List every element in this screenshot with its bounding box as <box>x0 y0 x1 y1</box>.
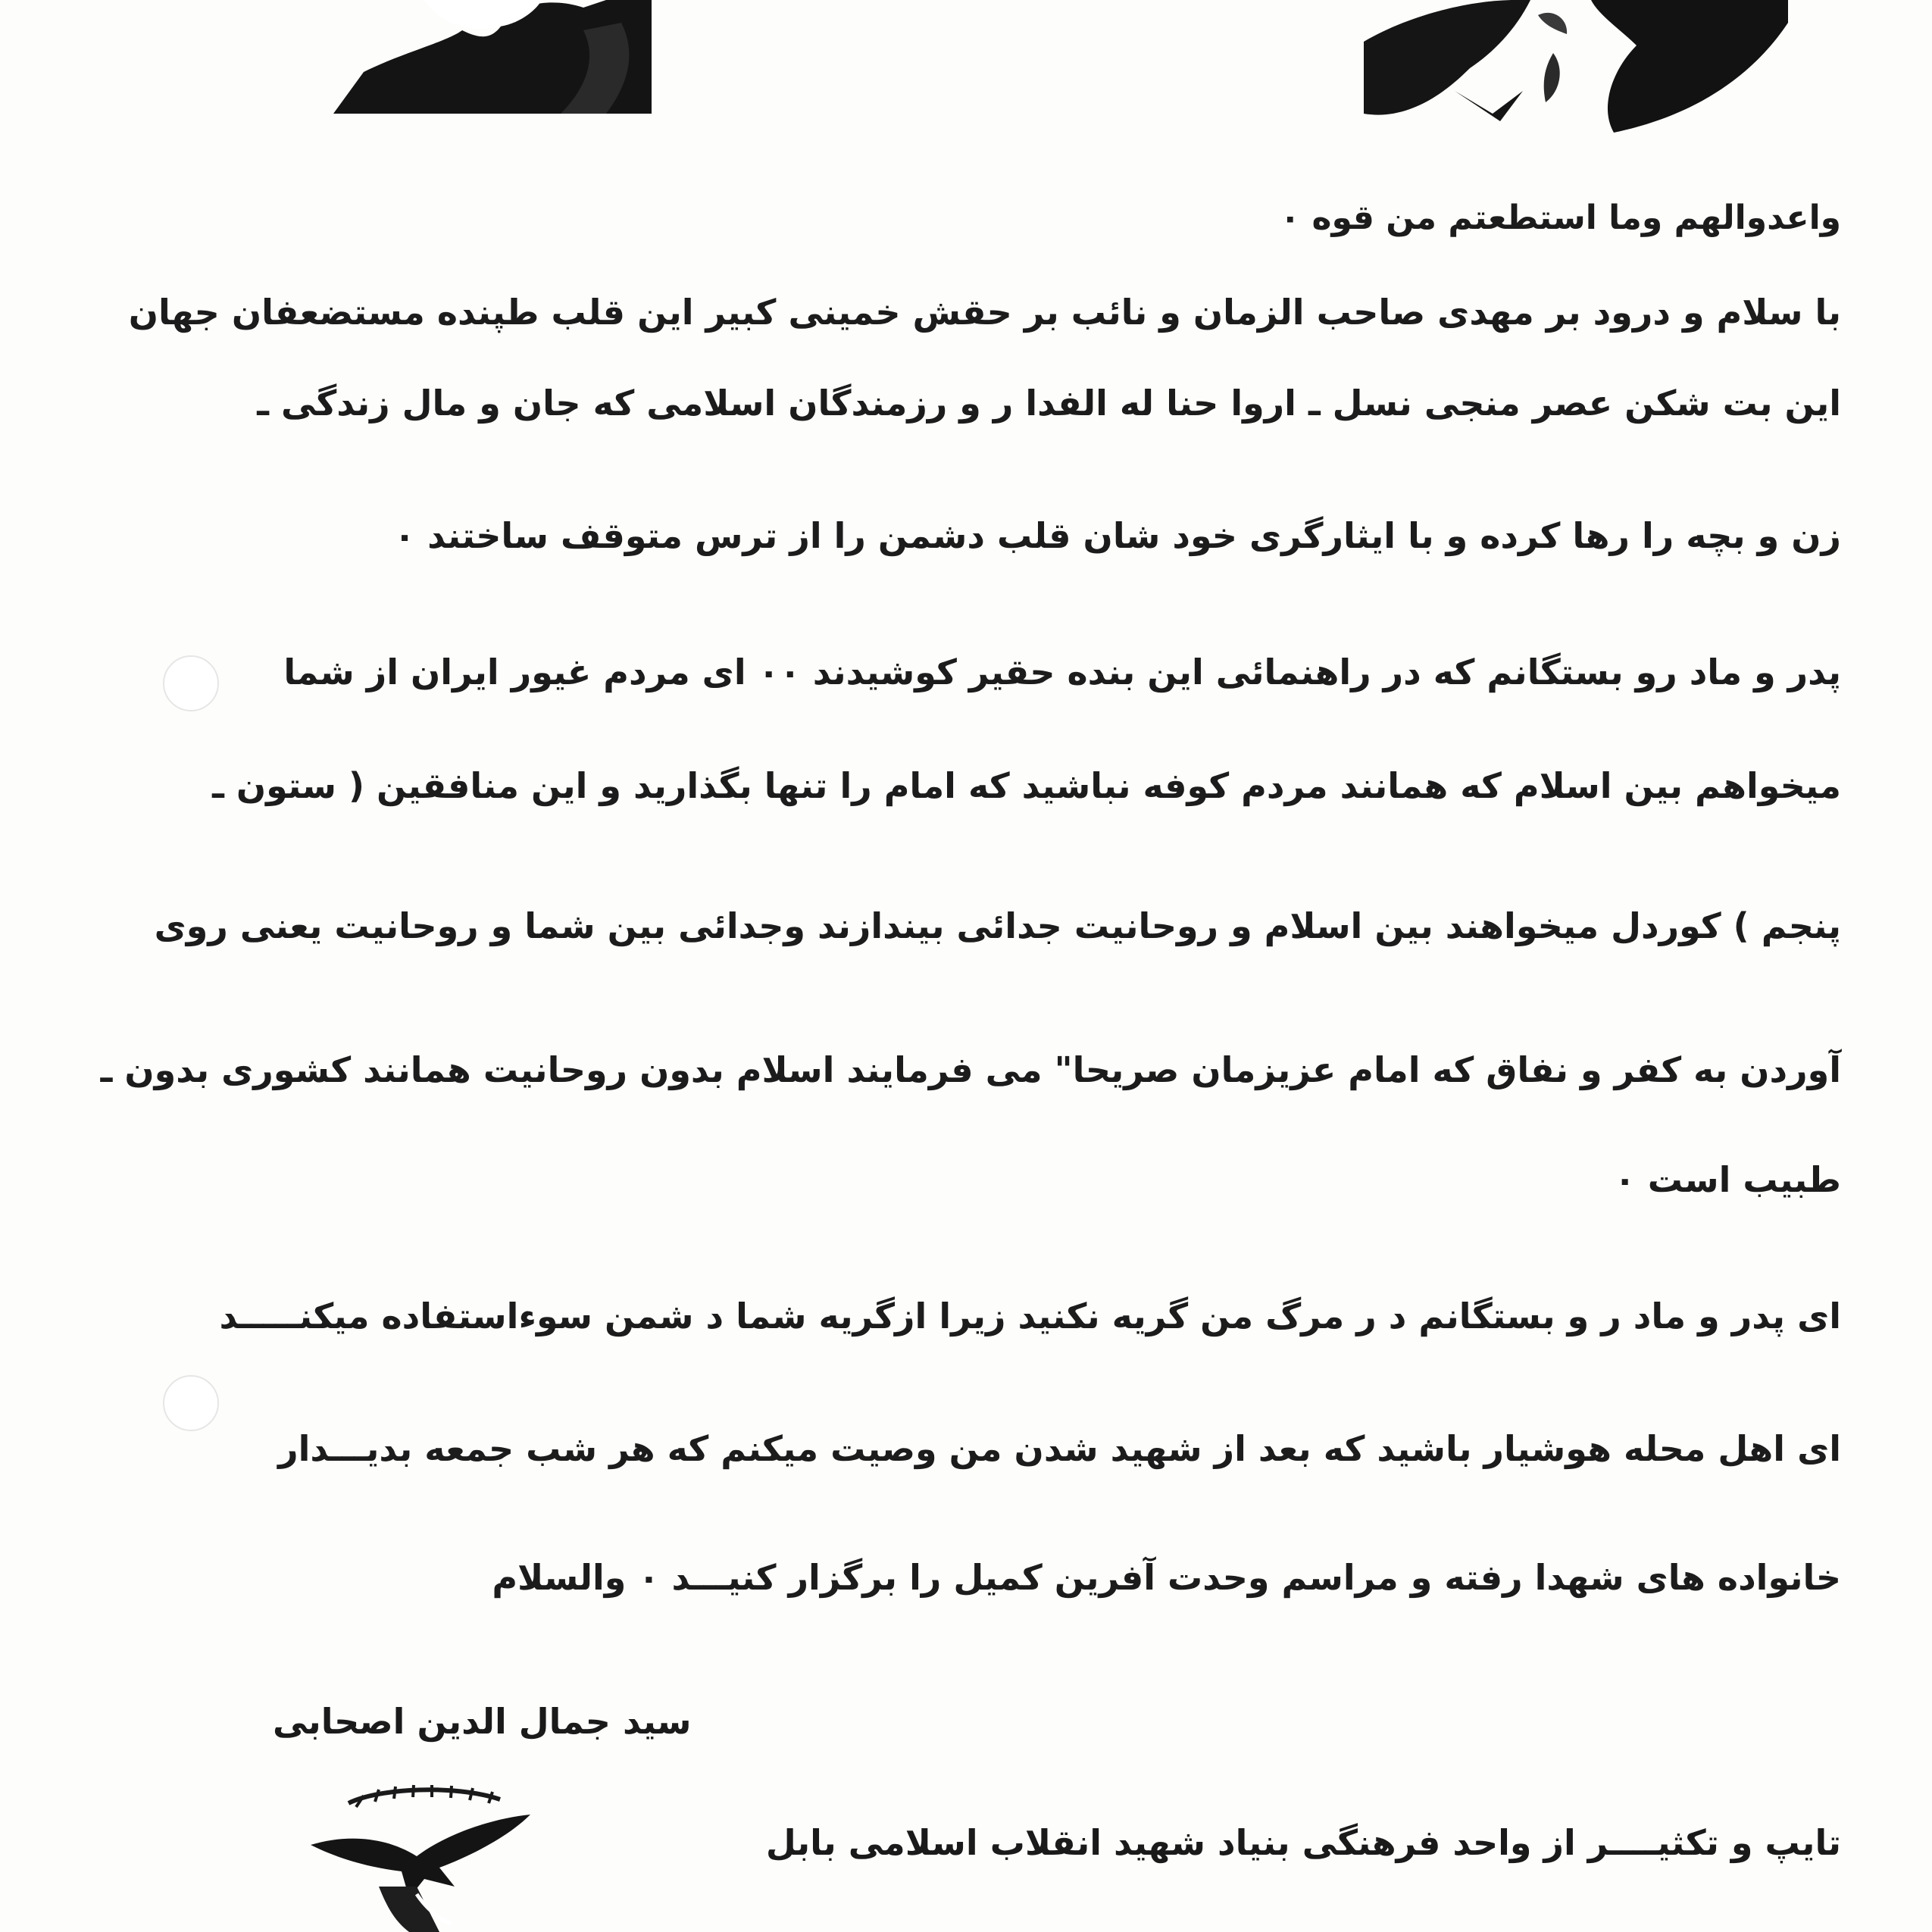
letter-line: این بت شکن عصر منجی نسل ـ اروا حنا له الفدا ر و رزمندگان اسلامی که جان و مال زندگی ـ <box>257 383 1841 424</box>
letter-line: زن و بچه را رها کرده و با ایثارگری خود شان قلب دشمن را از ترس متوقف ساختند ٠ <box>394 515 1841 556</box>
letter-line: با سلام و درود بر مهدی صاحب الزمان و نائب بر حقش خمینی کبیر این قلب طپنده مستضعفان جهان <box>128 292 1841 333</box>
martyr-foundation-emblem-icon <box>303 1773 546 1932</box>
portrait-photo-icon <box>1364 0 1788 136</box>
punch-hole <box>163 655 219 711</box>
publisher-footer: تایپ و تکثیــــر از واحد فرهنگی بنیاد شهید انقلاب اسلامی بابل <box>765 1822 1841 1863</box>
author-signature: سید جمال الدین اصحابی <box>273 1701 692 1742</box>
letter-line: ای اهل محله هوشیار باشید که بعد از شهید شدن من وصیت میکنم که هر شب جمعه بدیـــدار <box>278 1428 1841 1469</box>
letter-line: ای پدر و ماد ر و بستگانم د ر مرگ من گریه نکنید زیرا ازگریه شما د شمن سوءاستفاده میکنـــــد <box>219 1296 1841 1336</box>
letter-line: آوردن به کفر و نفاق که امام عزیزمان صریحا" می فرمایند اسلام بدون روحانیت همانند کشوری بدون ـ <box>100 1049 1841 1090</box>
letter-line: میخواهم بین اسلام که همانند مردم کوفه نباشید که امام را تنها بگذارید و این منافقین ( ستون ـ <box>212 765 1841 806</box>
portrait-photo-icon <box>333 0 652 114</box>
letter-line: پنجم ) کوردل میخواهند بین اسلام و روحانیت جدائی بیندازند وجدائی بین شما و روحانیت یعنی روی <box>154 905 1841 946</box>
letter-opening-verse: واعدوالهم وما استطعتم من قوه ٠ <box>1280 199 1841 237</box>
letter-line: خانواده های شهدا رفته و مراسم وحدت آفرین کمیل را برگزار کنیـــد ٠ والسلام <box>492 1557 1841 1598</box>
letter-line: طبیب است ٠ <box>1614 1159 1841 1200</box>
punch-hole <box>163 1375 219 1431</box>
letter-line: پدر و ماد رو بستگانم که در راهنمائی این بنده حقیر کوشیدند ٠٠ ای مردم غیور ایران از شما <box>283 652 1841 692</box>
